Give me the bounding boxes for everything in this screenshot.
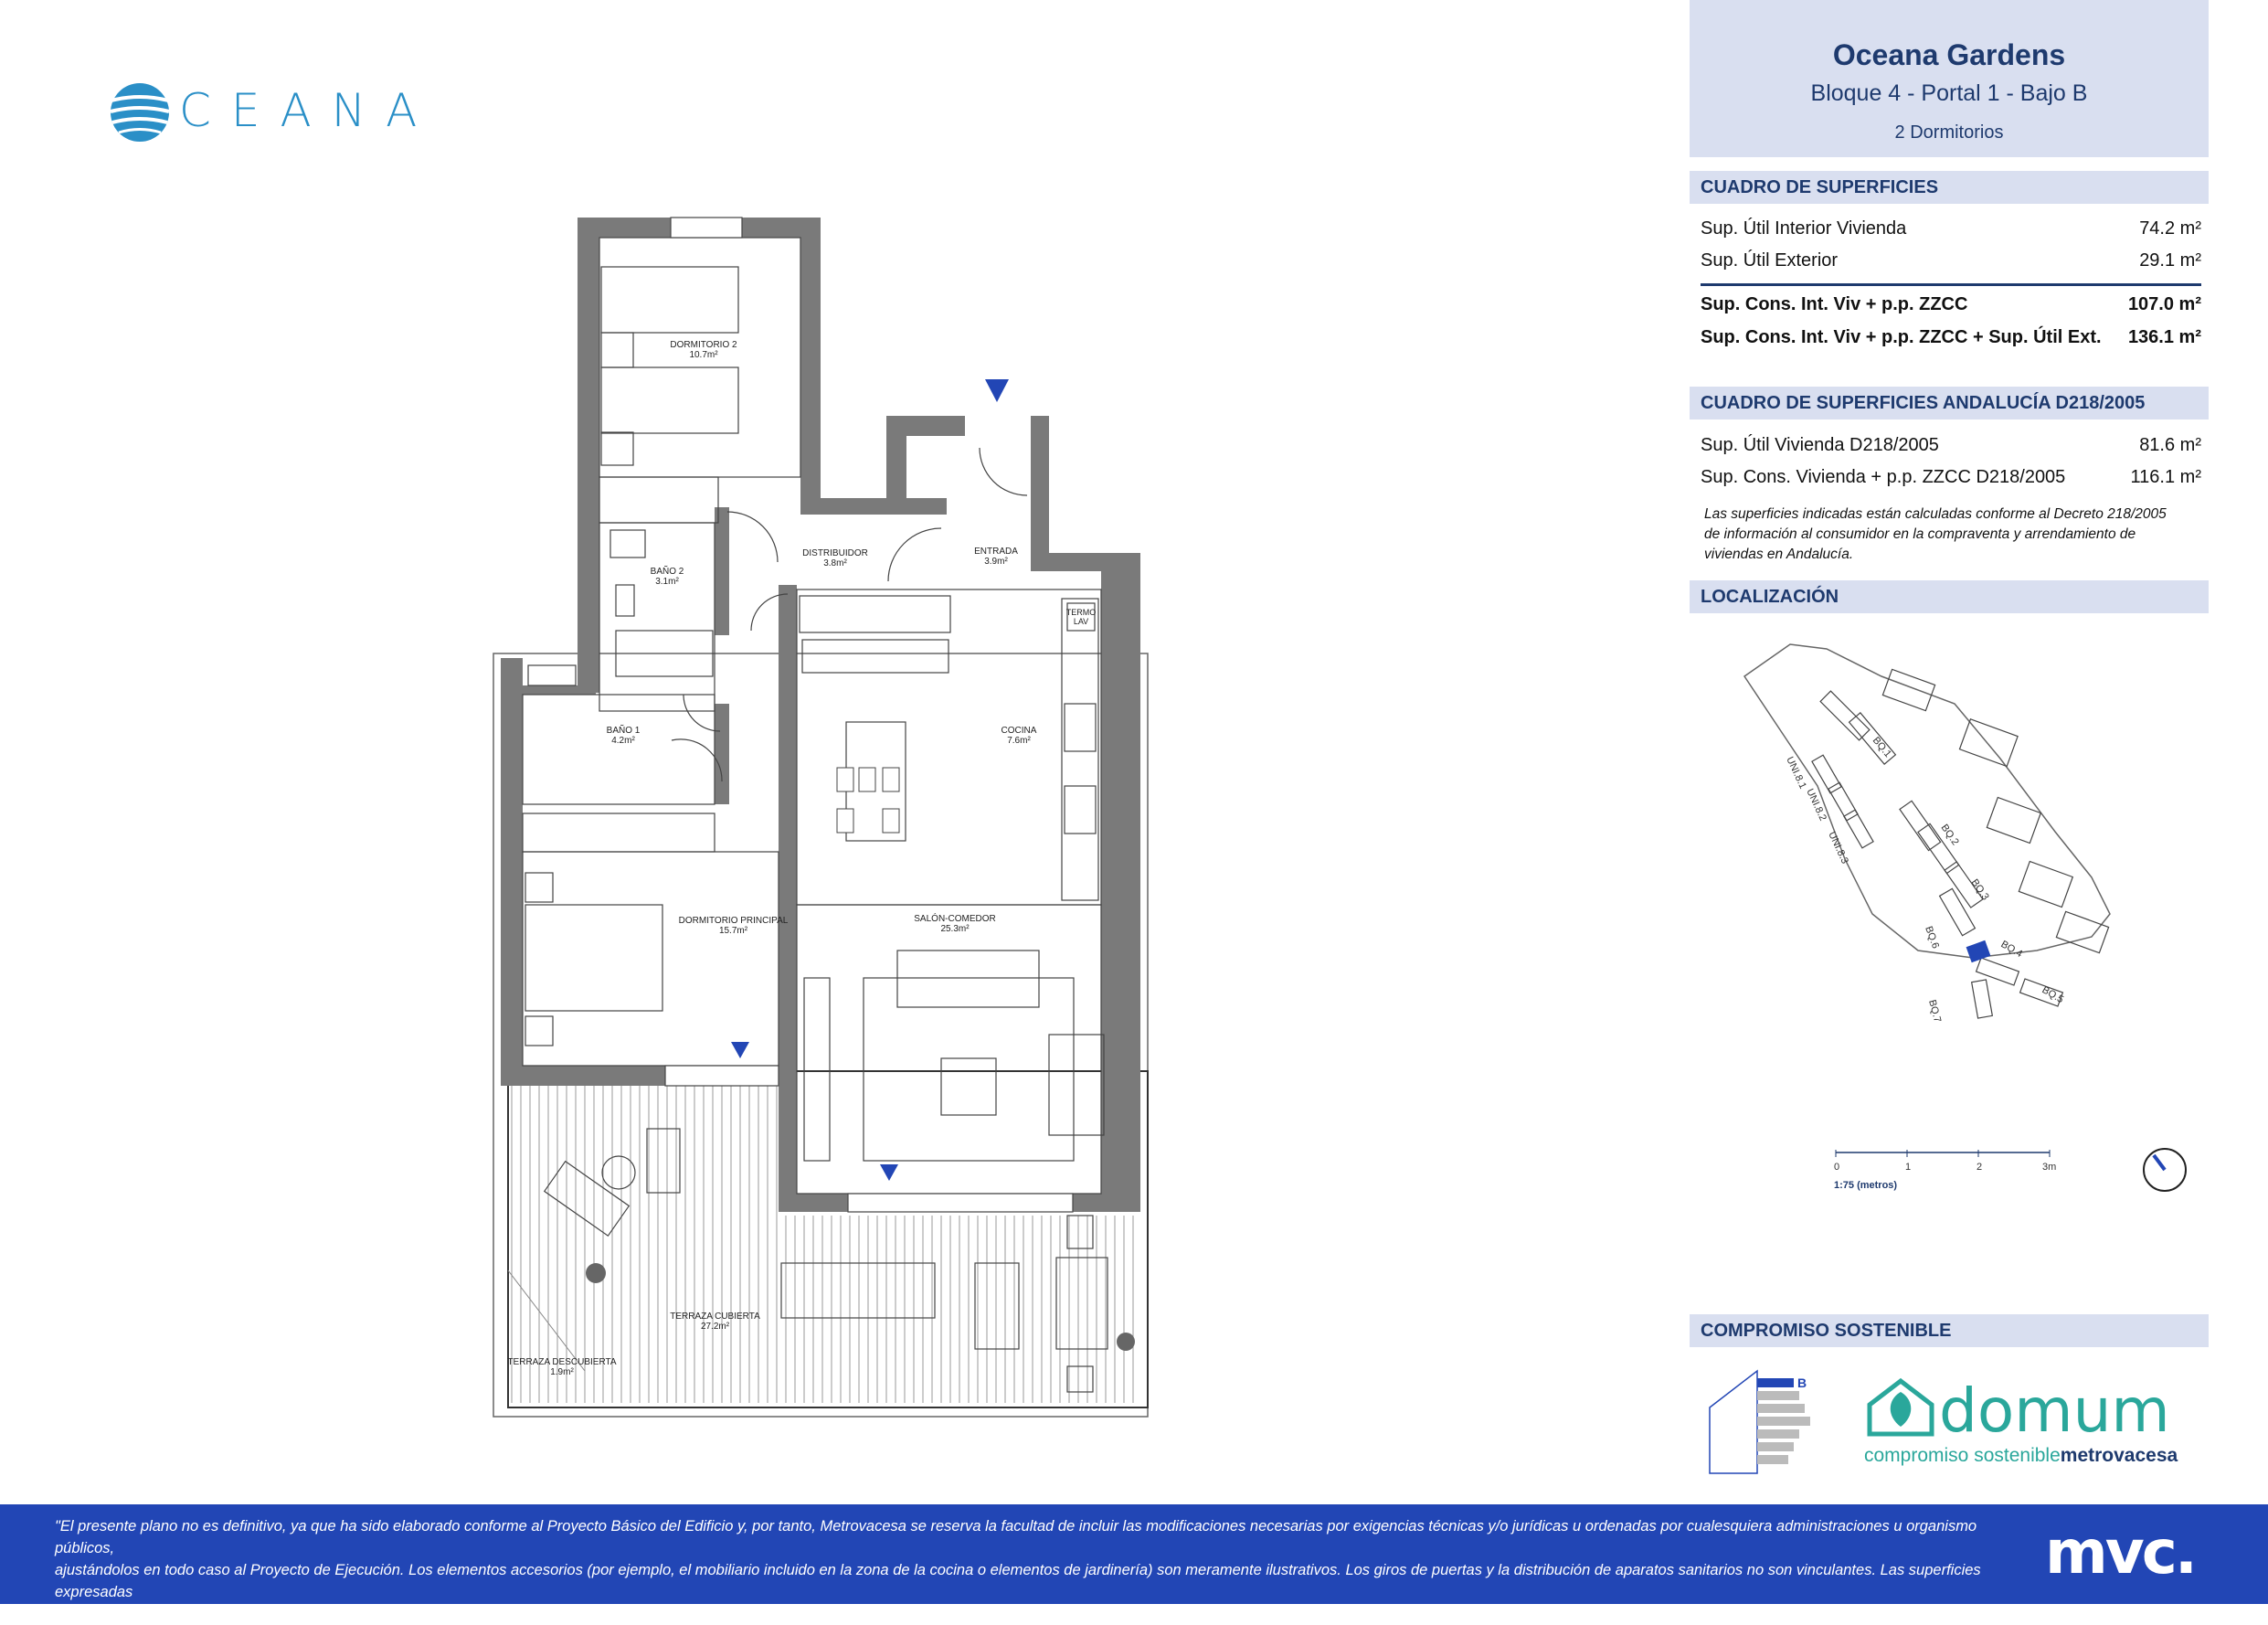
room-name: COCINA [1001, 726, 1037, 736]
room-area: 10.7m² [689, 350, 718, 360]
surface-label: Sup. Cons. Int. Viv + p.p. ZZCC + Sup. Útil Ext. [1701, 327, 2102, 347]
scale-tick: 3m [2042, 1162, 2057, 1173]
room-distribuidor [790, 548, 881, 568]
room-name: DORMITORIO 2 [670, 340, 737, 350]
surface-value: 116.1 m² [2130, 467, 2201, 487]
divider [1701, 283, 2201, 286]
room-salon-comedor [905, 914, 1005, 934]
block-label: UNI.8.3 [1826, 830, 1850, 866]
surface-label: Sup. Útil Vivienda D218/2005 [1701, 435, 1939, 455]
legal-disclaimer: "El presente plano no es definitivo, ya que ha sido elaborado conforme al Proyecto Básico del Edificio y, por tanto, Metrovacesa se reserva la facultad de incluir las modificaciones necesarias por exigencias técnicas y/o jurídicas u ordenadas por cualesquiera administraciones u organismo públicos, ajustándolos en todo caso al Proyecto de Ejecución. Los elementos accesorios (por ejemplo, el mobiliario incluido en la zona de la cocina o elementos de jardinería) son meramente ilustrativos. Los giros de puertas y la distribución de aparatos sanitarios no son vinculantes. Las superficies expresadas son aproximadas, pudiendo experimentar modificaciones por razones de índole técnico y/o legal en el desarrollo de la ejecución de las obras". [55, 1518, 1981, 1622]
scale-bar [1834, 1150, 2072, 1192]
project-title: Oceana Gardens [1832, 38, 2066, 71]
domum-house-icon [1864, 1375, 1937, 1439]
room-name: TERRAZA DESCUBIERTA [507, 1357, 617, 1367]
block-label: BQ.2 [1938, 822, 1961, 848]
location-heading: LOCALIZACIÓN [1690, 580, 2209, 613]
decree-note: Las superficies indicadas están calculadas conforme al Decreto 218/2005 de información al consumidor en la compraventa y arrendamiento de viviendas en Andalucía. [1704, 506, 2167, 562]
room-name: SALÓN-COMEDOR [914, 914, 996, 924]
room-entrada [969, 547, 1023, 567]
andalucia-heading: CUADRO DE SUPERFICIES ANDALUCÍA D218/2005 [1690, 387, 2209, 420]
room-bano-2 [640, 567, 694, 587]
room-name: DISTRIBUIDOR [802, 548, 868, 558]
surface-value: 107.0 m² [2127, 294, 2201, 314]
legal-footer [0, 1504, 2268, 1622]
room-area: 3.9m² [984, 557, 1008, 567]
room-area: 15.7m² [718, 926, 748, 936]
room-area: 3.1m² [655, 577, 679, 587]
room-name: BAÑO 2 [650, 567, 684, 577]
block-label: UNI.8.1 [1784, 755, 1808, 791]
block-label: BQ.6 [1923, 924, 1942, 951]
energy-rating-icon [1706, 1367, 1816, 1477]
domum-tagline: compromiso sosteniblemetrovacesa [1864, 1445, 2178, 1466]
room-bano-1 [596, 726, 651, 746]
surface-label: Sup. Cons. Vivienda + p.p. ZZCC D218/2005 [1701, 467, 2066, 487]
scale-label: 1:75 (metros) [1834, 1180, 1898, 1191]
room-area: 25.3m² [940, 924, 970, 934]
room-terraza-cubierta [667, 1312, 763, 1332]
room-area: 4.2m² [611, 736, 635, 746]
location-site-map [1690, 621, 2209, 1097]
block-label: BQ.4 [1998, 939, 2025, 961]
room-terraza-descubierta [507, 1357, 617, 1377]
surface-label: Sup. Cons. Int. Viv + p.p. ZZCC [1701, 294, 1968, 314]
surface-label: Sup. Útil Exterior [1701, 250, 1839, 271]
surfaces-heading: CUADRO DE SUPERFICIES [1690, 171, 2209, 204]
surface-value: 29.1 m² [2139, 250, 2201, 271]
room-name: BAÑO 1 [606, 726, 641, 736]
logo-text: CEANA [179, 84, 438, 137]
block-label: UNI.8.2 [1804, 787, 1828, 823]
bedroom-count: 2 Dormitorios [1894, 122, 2004, 143]
mvc-logo: mvc. [2045, 1517, 2195, 1588]
wave-logo-icon [108, 80, 172, 144]
project-header [1690, 0, 2209, 157]
termo-label: TERMO LAV [1065, 608, 1097, 626]
room-cocina [991, 726, 1046, 746]
north-compass-icon [2141, 1146, 2189, 1194]
room-area: 1.9m² [550, 1367, 574, 1377]
room-dormitorio-principal [672, 916, 795, 936]
scale-tick: 0 [1834, 1162, 1840, 1173]
domum-brand: domum [1939, 1375, 2170, 1446]
surface-label: Sup. Útil Interior Vivienda [1701, 218, 1907, 239]
room-area: 3.8m² [823, 558, 847, 568]
room-name: DORMITORIO PRINCIPAL [678, 916, 789, 926]
room-name: TERRAZA CUBIERTA [670, 1312, 760, 1322]
scale-tick: 2 [1977, 1162, 1983, 1173]
room-name: ENTRADA [974, 547, 1018, 557]
unit-location: Bloque 4 - Portal 1 - Bajo B [1810, 80, 2088, 106]
room-dormitorio-2 [658, 340, 749, 360]
sustainable-heading: COMPROMISO SOSTENIBLE [1690, 1314, 2209, 1347]
room-area: 7.6m² [1007, 736, 1031, 746]
floor-plan [475, 210, 1170, 1435]
room-area: 27.2m² [700, 1322, 730, 1332]
block-label: BQ.7 [1926, 998, 1944, 1024]
surface-value: 74.2 m² [2139, 218, 2201, 239]
block-label: BQ.3 [1968, 876, 1991, 903]
surface-value: 81.6 m² [2139, 435, 2201, 455]
energy-class: B [1797, 1375, 1807, 1390]
scale-tick: 1 [1905, 1162, 1912, 1173]
surface-value: 136.1 m² [2127, 327, 2201, 347]
block-label: BQ.5 [2040, 984, 2066, 1006]
block-label: BQ.1 [1870, 735, 1894, 760]
oceana-logo [108, 80, 438, 144]
